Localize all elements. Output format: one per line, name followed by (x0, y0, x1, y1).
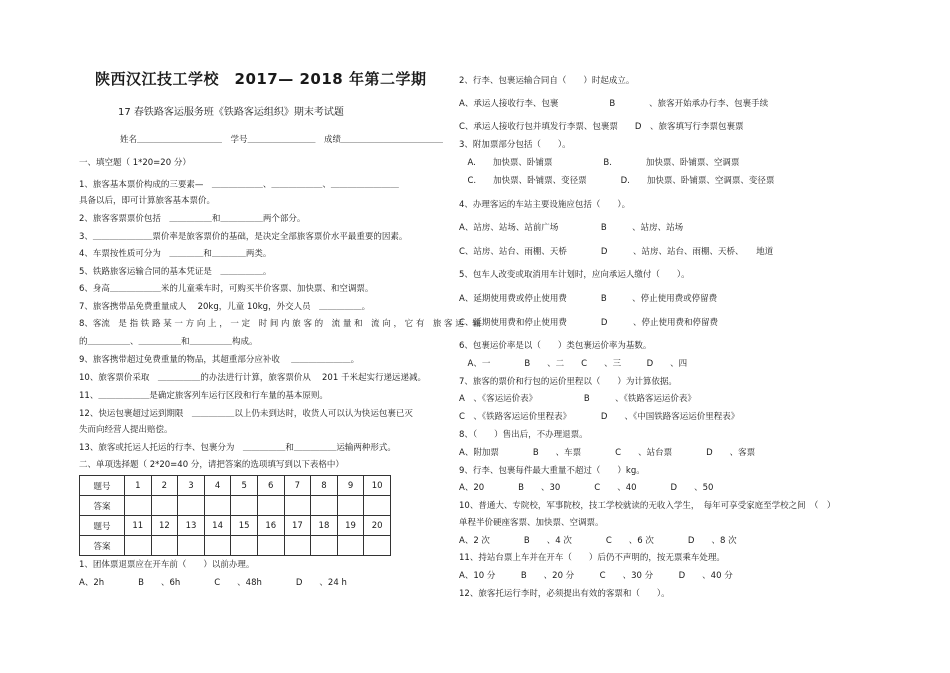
table-cell: 1 (125, 476, 152, 496)
table-cell-label: 答案 (80, 496, 125, 516)
question-line: 10、旅客票价采取 ＿＿＿＿＿的办法进行计算，旅客票价从 201 千米起实行递远递减。 (79, 373, 426, 383)
section-heading: 二、单项选择题（ 2*20=40 分，请把答案的选项填写到以下表格中） (79, 460, 344, 470)
option-line: C、延期使用费和停止使用费 D 、停止使用费和停留费 (459, 318, 718, 328)
option-line: A、附加票 B 、车票 C 、站台票 D 、客票 (459, 448, 756, 458)
question-line: 8、客流 是 指 铁 路 某 一 方 向 上 ， 一 定 时 间 内 旅 客 的 流 量 和 流 向 ， 它 有 旅 客 运 输 (79, 319, 481, 329)
option-line: C. 加快票、卧铺票、变径票 D. 加快票、卧铺票、空调票、变径票 (459, 176, 775, 186)
table-row (80, 476, 391, 496)
table-row (80, 496, 391, 516)
question-line: 11、持站台票上车并在开车（ ）后仍不声明的，按无票乘车处理。 (459, 553, 725, 563)
answer-cell (337, 496, 364, 516)
answer-cell (151, 496, 178, 516)
question-line: 失而向经营人提出赔偿。 (79, 425, 173, 435)
question-line: 单程半价硬座客票、加快票、空调票。 (459, 518, 604, 528)
question-line: 6、身高＿＿＿＿＿＿米的儿童乘车时，可购买半价客票、加快票、和空调票。 (79, 284, 374, 294)
question-line: 8、（ ）售出后，不办理退票。 (459, 430, 588, 440)
table-cell: 7 (284, 476, 311, 496)
table-cell-label: 答案 (80, 536, 125, 556)
answer-cell (364, 536, 391, 556)
table-cell: 9 (337, 476, 364, 496)
option-line: A、2 次 B 、4 次 C 、6 次 D 、8 次 (459, 536, 737, 546)
exam-title: 陕西汉江技工学校 2017— 2018 年第二学期 (95, 70, 427, 88)
student-info-line: 姓名＿＿＿＿＿＿＿＿＿＿ 学号＿＿＿＿＿＿＿＿ 成绩＿＿＿＿＿＿＿＿＿＿＿＿ (120, 135, 444, 145)
table-cell: 12 (151, 516, 178, 536)
option-line: A、承运人接收行李、包裹 B 、旅客开始承办行李、包裹手续 (459, 99, 769, 109)
question-line: 12、快运包裹超过运到期限 ＿＿＿＿＿以上仍未到达时，收货人可以认为快运包裹已灭 (79, 409, 413, 419)
answer-table (79, 475, 391, 556)
question-line: 7、旅客携带品免费重量成人 20kg，儿童 10kg，外交人员 ＿＿＿＿＿。 (79, 302, 371, 312)
question-line: 9、旅客携带超过免费重量的物品，其超重部分应补收 ＿＿＿＿＿＿＿。 (79, 355, 360, 365)
question-line: 4、车票按性质可分为 ＿＿＿＿和＿＿＿＿两类。 (79, 249, 272, 259)
answer-cell (178, 496, 205, 516)
question-line: 4、办理客运的车站主要设施应包括（ ）。 (459, 200, 631, 210)
table-cell: 6 (257, 476, 284, 496)
table-cell: 8 (311, 476, 338, 496)
option-line: A、一 B 、二 C 、三 D 、四 (459, 359, 688, 369)
answer-cell (257, 496, 284, 516)
exam-subtitle: 17 春铁路客运服务班《铁路客运组织》期末考试题 (118, 107, 344, 118)
question-line: 2、行李、包裹运输合同自（ ）时起成立。 (459, 76, 635, 86)
option-line: A 、《客运运价表》 B 、《铁路客运运价表》 (459, 394, 696, 404)
option-line: C、承运人接收行包并填发行李票、包裹票 D 、旅客填写行李票包裹票 (459, 122, 744, 132)
table-cell: 10 (364, 476, 391, 496)
table-row (80, 536, 391, 556)
question-line: 7、旅客的票价和行包的运价里程以（ ）为计算依据。 (459, 377, 677, 387)
table-cell: 15 (231, 516, 258, 536)
option-line: A、站房、站场、站前广场 B 、站房、站场 (459, 223, 684, 233)
option-line: A. 加快票、卧铺票 B. 加快票、卧铺票、空调票 (459, 158, 740, 168)
option-line: A、延期使用费或停止使用费 B 、停止使用费或停留费 (459, 294, 718, 304)
question-line: 3、＿＿＿＿＿＿＿票价率是旅客票价的基础，是决定全部旅客票价水平最重要的因素。 (79, 232, 408, 242)
answer-cell (364, 496, 391, 516)
table-cell: 14 (204, 516, 231, 536)
question-line: 6、包裹运价率是以（ ）类包裹运价率为基数。 (459, 341, 652, 351)
table-cell: 3 (178, 476, 205, 496)
table-cell-label: 题号 (80, 516, 125, 536)
question-line: 10、普通大、专院校，军事院校，技工学校就读的无收入学生， 每年可享受家庭至学校之间 （ ） (459, 501, 836, 511)
table-cell: 2 (151, 476, 178, 496)
question-line: 5、包车人改变或取消用车计划时，应向承运人缴付（ ）。 (459, 270, 690, 280)
option-line: A、2h B 、6h C 、48h D 、24 h (79, 578, 347, 588)
answer-cell (231, 496, 258, 516)
table-cell: 20 (364, 516, 391, 536)
table-cell: 19 (337, 516, 364, 536)
table-cell: 17 (284, 516, 311, 536)
answer-cell (284, 536, 311, 556)
answer-cell (284, 496, 311, 516)
option-line: A、20 B 、30 C 、40 D 、50 (459, 483, 714, 493)
answer-cell (204, 496, 231, 516)
question-line: 1、旅客基本票价构成的三要素— ＿＿＿＿＿＿、＿＿＿＿＿＿、＿＿＿＿＿＿＿＿ (79, 180, 399, 190)
question-line: 11、＿＿＿＿＿＿是确定旅客列车运行区段和行车量的基本原则。 (79, 391, 328, 401)
question-line: 9、行李、包裹每件最大重量不超过（ ）kg。 (459, 466, 645, 476)
table-cell-label: 题号 (80, 476, 125, 496)
table-cell: 13 (178, 516, 205, 536)
question-line: 3、附加票部分包括（ ）。 (459, 140, 571, 150)
option-line: C、站房、站台、雨棚、天桥 D 、站房、站台、雨棚、天桥、 地道 (459, 247, 774, 257)
table-cell: 5 (231, 476, 258, 496)
answer-cell (231, 536, 258, 556)
question-line: 12、旅客托运行李时，必须提出有效的客票和（ ）。 (459, 589, 670, 599)
question-line: 13、旅客或托运人托运的行李、包裹分为 ＿＿＿＿＿和＿＿＿＿＿运输两种形式。 (79, 443, 396, 453)
answer-cell (311, 496, 338, 516)
table-row (80, 516, 391, 536)
answer-cell (337, 536, 364, 556)
table-cell: 4 (204, 476, 231, 496)
table-cell: 16 (257, 516, 284, 536)
answer-cell (178, 536, 205, 556)
answer-cell (125, 536, 152, 556)
answer-cell (204, 536, 231, 556)
section-heading: 一、填空题（ 1*20=20 分） (79, 158, 191, 168)
option-line: C 、《铁路客运运价里程表》 D 、《中国铁路客运运价里程表》 (459, 412, 740, 422)
answer-cell (125, 496, 152, 516)
table-cell: 18 (311, 516, 338, 536)
question-line: 2、旅客客票票价包括 ＿＿＿＿＿和＿＿＿＿＿两个部分。 (79, 214, 306, 224)
table-cell: 11 (125, 516, 152, 536)
question-line: 的＿＿＿＿＿、＿＿＿＿＿和＿＿＿＿＿构成。 (79, 337, 258, 347)
answer-cell (257, 536, 284, 556)
question-line: 具备以后，即可计算旅客基本票价。 (79, 196, 216, 206)
question-line: 1、团体票退票应在开车前（ ）以前办理。 (79, 560, 255, 570)
answer-cell (151, 536, 178, 556)
option-line: A、10 分 B 、20 分 C 、30 分 D 、40 分 (459, 571, 733, 581)
answer-cell (311, 536, 338, 556)
question-line: 5、铁路旅客运输合同的基本凭证是 ＿＿＿＿＿。 (79, 267, 272, 277)
